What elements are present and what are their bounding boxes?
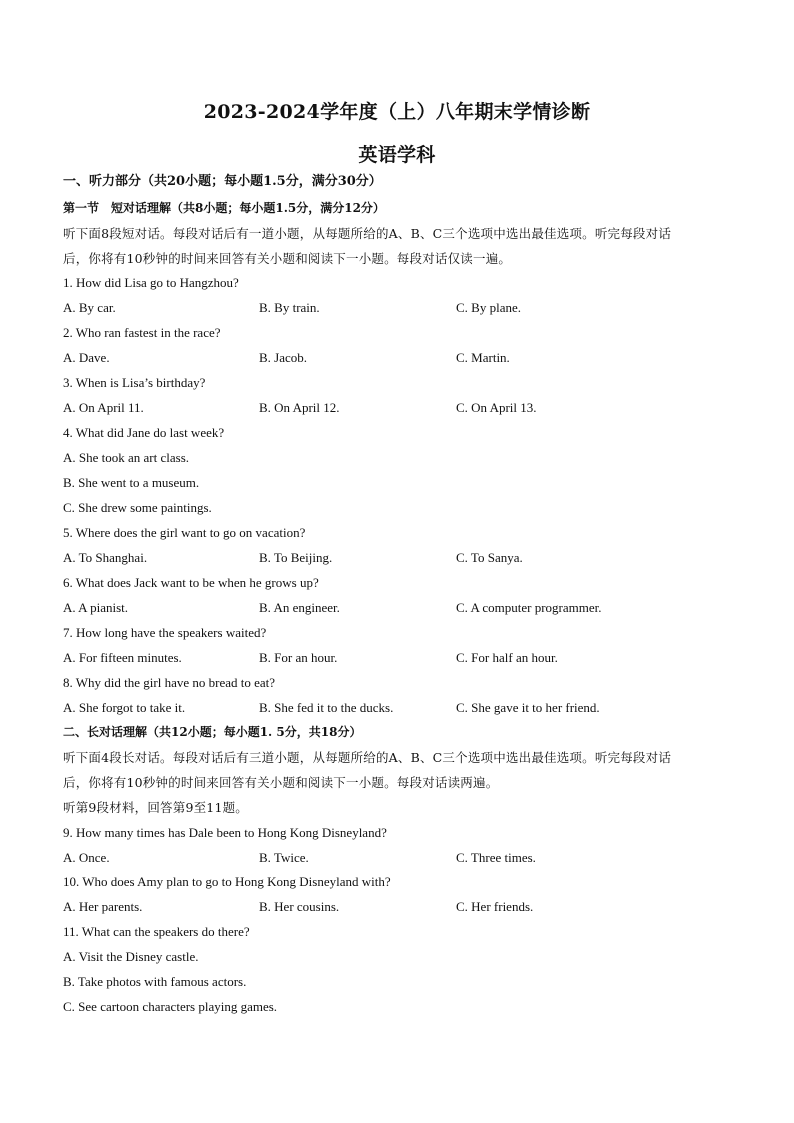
q11-option-a: A. Visit the Disney castle. <box>63 949 199 964</box>
question-5: 5. Where does the girl want to go on vacation? <box>63 525 306 540</box>
question-3: 3. When is Lisa’s birthday? <box>63 375 206 390</box>
q5-option-c: C. To Sanya. <box>456 550 523 565</box>
q4-option-c: C. She drew some paintings. <box>63 500 212 515</box>
q11-option-b: B. Take photos with famous actors. <box>63 974 247 989</box>
section1-instruction-line2: 后，你将有10秒钟的时间来回答有关小题和阅读下一小题。每段对话仅读一遍。 <box>63 251 512 266</box>
q3-option-c: C. On April 13. <box>456 400 537 415</box>
question-9: 9. How many times has Dale been to Hong Kong Disneyland? <box>63 825 387 840</box>
section2-heading: 二、长对话理解（共12小题；每小题1. 5分，共18分） <box>63 725 362 739</box>
question-10: 10. Who does Amy plan to go to Hong Kong Disneyland with? <box>63 874 391 889</box>
q1-option-b: B. By train. <box>259 300 320 315</box>
q2-option-c: C. Martin. <box>456 350 510 365</box>
q9-option-b: B. Twice. <box>259 850 309 865</box>
q6-option-a: A. A pianist. <box>63 600 129 615</box>
section1-instruction-line1: 听下面8段短对话。每段对话后有一道小题，从每题所给的A、B、C三个选项中选出最佳选项。听完每段对话 <box>63 226 672 241</box>
q7-option-c: C. For half an hour. <box>456 650 558 665</box>
question-11: 11. What can the speakers do there? <box>63 924 250 939</box>
material-note: 听第9段材料，回答第9至11题。 <box>63 800 249 815</box>
subject-title: 英语学科 <box>358 144 436 166</box>
q5-option-a: A. To Shanghai. <box>63 550 148 565</box>
q8-option-b: B. She fed it to the ducks. <box>259 700 394 715</box>
q1-option-a: A. By car. <box>63 300 116 315</box>
section2-instruction-line2: 后，你将有10秒钟的时间来回答有关小题和阅读下一小题。每段对话读两遍。 <box>63 775 499 790</box>
section2-instruction-line1: 听下面4段长对话。每段对话后有三道小题，从每题所给的A、B、C三个选项中选出最佳选项。听完每段对话 <box>63 750 672 765</box>
part1-heading: 一、听力部分（共20小题；每小题1.5分，满分30分） <box>63 174 382 189</box>
q9-option-c: C. Three times. <box>456 850 536 865</box>
question-1: 1. How did Lisa go to Hangzhou? <box>63 275 239 290</box>
q7-option-b: B. For an hour. <box>259 650 338 665</box>
exam-title: 2023-2024学年度（上）八年期末学情诊断 <box>203 101 591 123</box>
section1-heading: 第一节 短对话理解（共8小题；每小题1.5分，满分12分） <box>63 201 385 215</box>
q11-option-c: C. See cartoon characters playing games. <box>63 999 278 1014</box>
q10-option-b: B. Her cousins. <box>259 899 340 914</box>
q5-option-b: B. To Beijing. <box>259 550 333 565</box>
q4-option-b: B. She went to a museum. <box>63 475 200 490</box>
q10-option-c: C. Her friends. <box>456 899 534 914</box>
question-8: 8. Why did the girl have no bread to eat? <box>63 675 276 690</box>
q8-option-c: C. She gave it to her friend. <box>456 700 600 715</box>
q6-option-b: B. An engineer. <box>259 600 340 615</box>
q9-option-a: A. Once. <box>63 850 110 865</box>
q2-option-a: A. Dave. <box>63 350 110 365</box>
q3-option-a: A. On April 11. <box>63 400 144 415</box>
question-6: 6. What does Jack want to be when he grows up? <box>63 575 319 590</box>
q3-option-b: B. On April 12. <box>259 400 340 415</box>
q6-option-c: C. A computer programmer. <box>456 600 602 615</box>
q10-option-a: A. Her parents. <box>63 899 143 914</box>
question-7: 7. How long have the speakers waited? <box>63 625 267 640</box>
q7-option-a: A. For fifteen minutes. <box>63 650 182 665</box>
q1-option-c: C. By plane. <box>456 300 521 315</box>
question-2: 2. Who ran fastest in the race? <box>63 325 221 340</box>
q2-option-b: B. Jacob. <box>259 350 308 365</box>
q4-option-a: A. She took an art class. <box>63 450 190 465</box>
q8-option-a: A. She forgot to take it. <box>63 700 186 715</box>
question-4: 4. What did Jane do last week? <box>63 425 225 440</box>
